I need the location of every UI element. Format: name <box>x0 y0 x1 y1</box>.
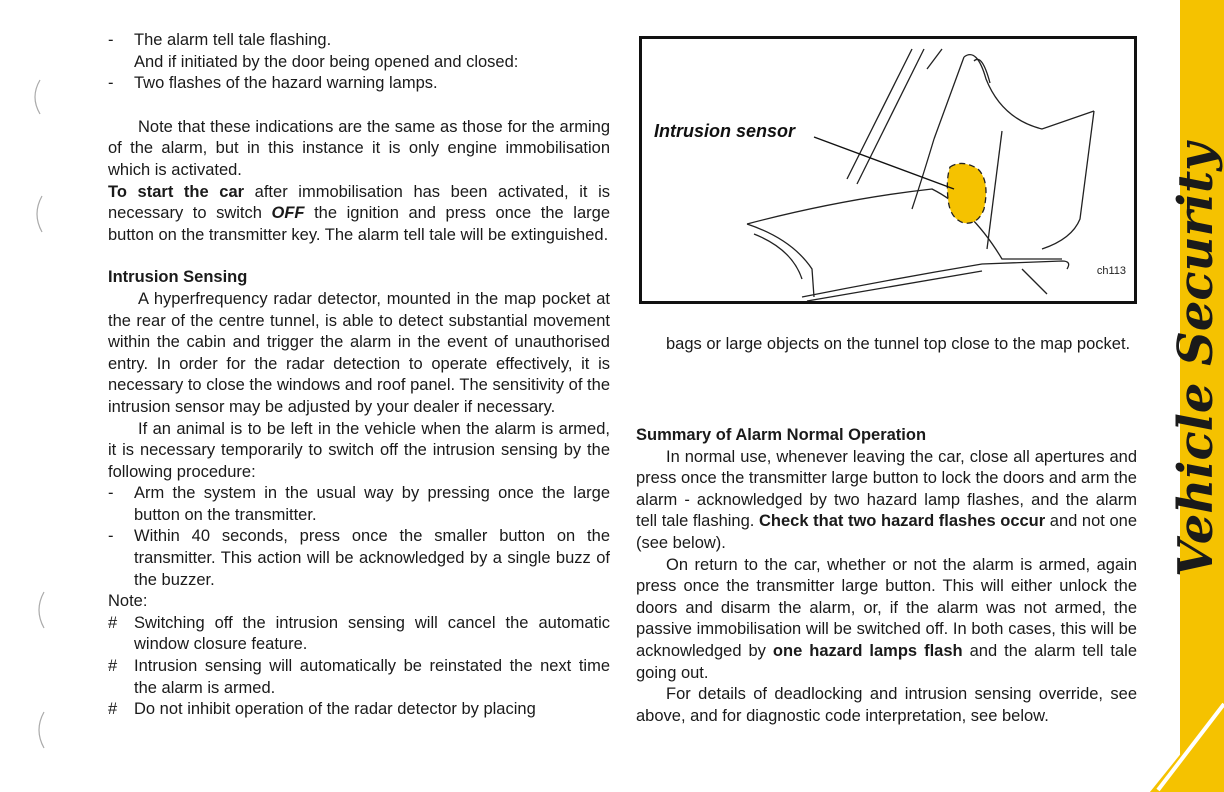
step-2 <box>108 526 610 591</box>
note-paragraph: Note that these indications are the same as those for the arming of the alarm, but in this instance it is only engine immobilisation which is activated. <box>108 117 610 179</box>
figure-code: ch113 <box>1096 265 1126 277</box>
dash-marker: - <box>108 31 114 49</box>
note-item-3 <box>108 699 610 721</box>
intrusion-heading: Intrusion Sensing <box>108 268 248 287</box>
left-column <box>108 30 610 721</box>
summary-paragraph-3: For details of deadlocking and intrusion sensing override, see above, and for diagnostic code interpretation, see below. <box>636 685 1137 725</box>
intrusion-paragraph-2: If an animal is to be left in the vehicle when the alarm is armed, it is necessary temporarily to switch off the intrusion sensing by the following procedure: <box>108 419 610 481</box>
sensor-highlight <box>947 163 986 223</box>
summary-heading: Summary of Alarm Normal Operation <box>636 426 927 444</box>
summary-p2-text-a: On return to the car, whether or not the alarm is armed, again press once the transmitter large button. This will either unlock the doors and disarm the alarm, or, if the alarm was not armed, the passive immobilisation will be switched off. In both cases, this will be acknowledged by <box>636 555 1137 660</box>
dash-marker: - <box>108 74 114 93</box>
figure-label: Intrusion sensor <box>654 121 796 141</box>
off-emphasis: OFF <box>271 204 305 223</box>
dash-marker: - <box>108 527 114 546</box>
two-flashes-text: Two flashes of the hazard warning lamps. <box>134 74 438 93</box>
summary-p1-text-b: and not one (see below). <box>636 512 1138 552</box>
start-car-paragraph <box>108 182 610 247</box>
summary-paragraph-1 <box>636 447 1137 555</box>
note-2-text: Intrusion sensing will automatically be reinstated the next time the alarm is armed. <box>134 657 610 697</box>
summary-section <box>636 425 1137 727</box>
binder-hole-3 <box>39 592 44 628</box>
side-tab-title: Vehicle Security <box>1168 142 1224 578</box>
note-item-2 <box>108 656 610 699</box>
note-1-text: Switching off the intrusion sensing will cancel the automatic window closure feature. <box>134 613 610 654</box>
step-1 <box>108 483 610 526</box>
start-car-text-b: the ignition and press once the large button on the transmitter key. The alarm tell tale will be extinguished. <box>108 204 610 244</box>
leader-line <box>814 137 954 189</box>
list-item-two-flashes <box>108 73 610 95</box>
summary-paragraph-2 <box>636 555 1137 685</box>
list-item-alarm-tell <box>108 30 610 73</box>
intrusion-sensor-figure <box>639 36 1137 304</box>
summary-p2-bold: one hazard lamps flash <box>772 641 963 660</box>
figure-drawing <box>642 39 1134 301</box>
section-side-tab <box>1150 0 1224 792</box>
binder-hole-1 <box>35 80 40 114</box>
intrusion-paragraph-1: A hyperfrequency radar detector, mounted in the map pocket at the rear of the centre tunnel, is able to detect substantial movement within the cabin and trigger the alarm in the event of unauthorised entry. In order for the radar detection to operate effectively, it is necessary to close the windows and roof panel. The sensitivity of the intrusion sensor may be adjusted by your dealer if necessary. <box>108 289 610 416</box>
hash-marker: # <box>108 700 118 719</box>
hash-marker: # <box>108 657 118 676</box>
step-1-text: Arm the system in the usual way by pressing once the large button on the transmitter. <box>134 484 610 524</box>
note-item-1 <box>108 613 610 656</box>
summary-p2-text-b: and the alarm tell tale going out. <box>636 641 1138 682</box>
start-car-text-a: after immobilisation has been activated, it is necessary to switch <box>108 182 610 223</box>
note-label: Note: <box>108 592 148 611</box>
summary-p1-text-a: In normal use, whenever leaving the car, close all apertures and press once the transmitter large button to lock the doors and arm the alarm - acknowledged by two hazard lamp flashes, and the alarm tell tale flashing. <box>636 447 1137 531</box>
if-door-text: And if initiated by the door being opened and closed: <box>134 52 519 71</box>
dash-marker: - <box>108 484 114 503</box>
start-car-bold: To start the car <box>108 182 245 201</box>
binder-hole-4 <box>39 712 44 748</box>
binder-hole-marks <box>0 0 80 792</box>
continuation-paragraph: bags or large objects on the tunnel top close to the map pocket. <box>666 335 1131 353</box>
binder-hole-2 <box>37 196 42 232</box>
alarm-tell-text: The alarm tell tale flashing. <box>134 31 332 49</box>
hash-marker: # <box>108 613 118 632</box>
note-3-text: Do not inhibit operation of the radar detector by placing <box>134 700 536 719</box>
step-2-text: Within 40 seconds, press once the smaller button on the transmitter. This action will be acknowledged by a single buzz of the buzzer. <box>134 527 610 589</box>
summary-p1-bold: Check that two hazard flashes occur <box>758 512 1046 531</box>
